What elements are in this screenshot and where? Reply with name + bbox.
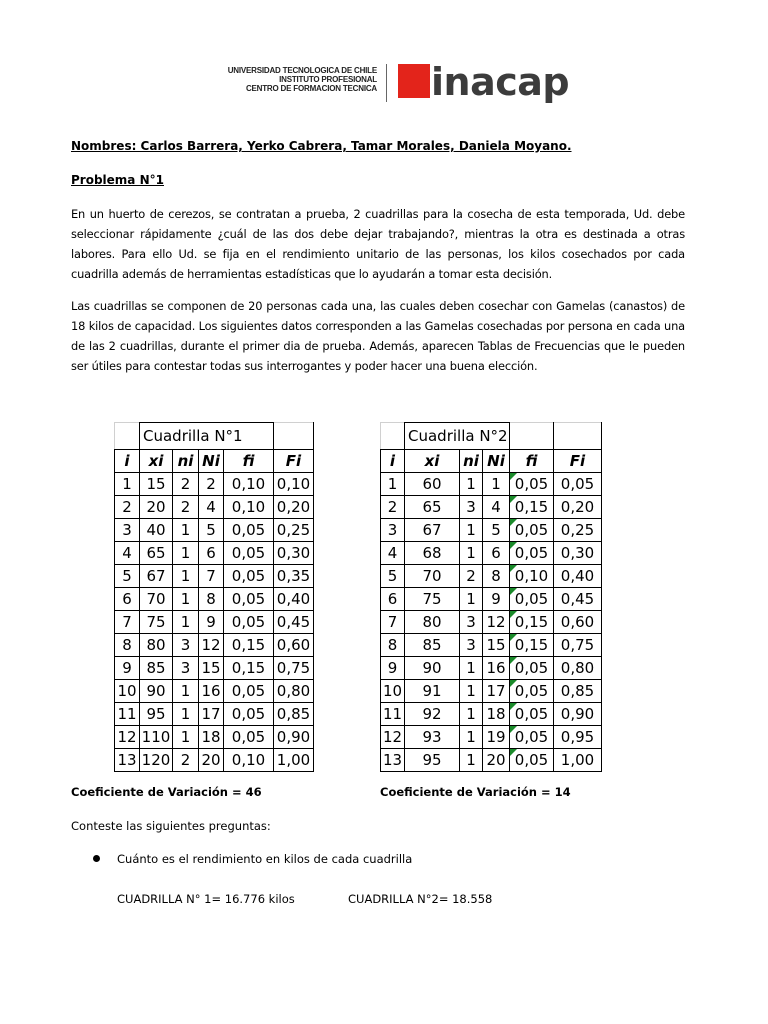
institution-text bbox=[215, 66, 377, 93]
table-cell: 1 bbox=[460, 588, 483, 611]
cv-table-1: Coeficiente de Variación = 46 bbox=[71, 785, 262, 799]
table-cell: 1 bbox=[173, 703, 199, 726]
logo-divider bbox=[386, 64, 387, 102]
table-row bbox=[381, 634, 602, 657]
table-cell: 92 bbox=[405, 703, 460, 726]
col-header: Ni bbox=[483, 450, 510, 473]
table-cell: 0,15 bbox=[510, 496, 554, 519]
table-cell: 1 bbox=[173, 726, 199, 749]
table-cell: 4 bbox=[381, 542, 405, 565]
table-cell: 0,80 bbox=[554, 657, 602, 680]
table-row bbox=[115, 496, 314, 519]
table-cell: 1 bbox=[460, 473, 483, 496]
table-cell: 65 bbox=[140, 542, 173, 565]
table-row bbox=[115, 519, 314, 542]
table-cell: 10 bbox=[381, 680, 405, 703]
institution-line: UNIVERSIDAD TECNOLOGICA DE CHILE bbox=[227, 66, 377, 75]
table-cell: 10 bbox=[115, 680, 140, 703]
bullet-icon bbox=[93, 855, 100, 862]
table-cell: 0,05 bbox=[224, 726, 274, 749]
table-row bbox=[115, 749, 314, 772]
table-cell: 0,95 bbox=[554, 726, 602, 749]
table-cell: 0,10 bbox=[224, 749, 274, 772]
table-cell: 0,05 bbox=[224, 680, 274, 703]
table-cell: 9 bbox=[381, 657, 405, 680]
frequency-table-2 bbox=[380, 422, 602, 772]
table-cell: 2 bbox=[173, 749, 199, 772]
table-cell: 6 bbox=[381, 588, 405, 611]
table-cell: 0,15 bbox=[510, 634, 554, 657]
table-cell: 0,75 bbox=[274, 657, 314, 680]
problem-title: Problema N°1 bbox=[71, 173, 164, 187]
table-cell: 1 bbox=[173, 519, 199, 542]
table-cell: 3 bbox=[460, 634, 483, 657]
table-cell: 3 bbox=[115, 519, 140, 542]
col-header: fi bbox=[510, 450, 554, 473]
table-2-title: Cuadrilla N°2 bbox=[405, 423, 510, 450]
table-cell: 4 bbox=[115, 542, 140, 565]
table-cell: 1 bbox=[460, 703, 483, 726]
cv-table-2: Coeficiente de Variación = 14 bbox=[380, 785, 571, 799]
table-cell: 1 bbox=[173, 680, 199, 703]
table-cell: 0,60 bbox=[554, 611, 602, 634]
table-row bbox=[115, 565, 314, 588]
table-cell: 12 bbox=[381, 726, 405, 749]
institution-line: CENTRO DE FORMACION TECNICA bbox=[245, 84, 377, 93]
table-cell: 2 bbox=[115, 496, 140, 519]
table-cell: 0,05 bbox=[224, 703, 274, 726]
table-cell: 20 bbox=[140, 496, 173, 519]
table-cell: 0,15 bbox=[224, 657, 274, 680]
table-cell: 60 bbox=[405, 473, 460, 496]
table-cell: 1 bbox=[173, 611, 199, 634]
table-row bbox=[115, 588, 314, 611]
table-cell: 0,45 bbox=[554, 588, 602, 611]
table-cell: 80 bbox=[140, 634, 173, 657]
col-header: ni bbox=[460, 450, 483, 473]
table-cell: 0,05 bbox=[510, 473, 554, 496]
table-cell: 40 bbox=[140, 519, 173, 542]
table-row bbox=[381, 496, 602, 519]
table-cell: 80 bbox=[405, 611, 460, 634]
table-cell: 0,05 bbox=[224, 611, 274, 634]
table-row bbox=[381, 611, 602, 634]
table-cell: 0,05 bbox=[224, 588, 274, 611]
table-cell: 0,15 bbox=[224, 634, 274, 657]
col-header: Fi bbox=[554, 450, 602, 473]
table-cell: 0,05 bbox=[554, 473, 602, 496]
table-cell: 1 bbox=[460, 749, 483, 772]
table-cell: 20 bbox=[483, 749, 510, 772]
table-row bbox=[381, 726, 602, 749]
col-header: i bbox=[115, 450, 140, 473]
table-cell: 12 bbox=[483, 611, 510, 634]
table-cell: 7 bbox=[381, 611, 405, 634]
questions-intro: Conteste las siguientes preguntas: bbox=[71, 819, 271, 833]
table-cell: 15 bbox=[483, 634, 510, 657]
author-names: Nombres: Carlos Barrera, Yerko Cabrera, Tamar Morales, Daniela Moyano. bbox=[71, 139, 572, 153]
table-cell: 0,90 bbox=[274, 726, 314, 749]
table-cell: 0,05 bbox=[510, 703, 554, 726]
table-cell: 1 bbox=[460, 519, 483, 542]
table-cell: 0,05 bbox=[224, 565, 274, 588]
table-row bbox=[381, 542, 602, 565]
table-cell: 1 bbox=[173, 588, 199, 611]
table-row bbox=[115, 726, 314, 749]
table-cell: 6 bbox=[115, 588, 140, 611]
table-cell: 1 bbox=[483, 473, 510, 496]
table-cell: 3 bbox=[460, 611, 483, 634]
table-cell: 0,05 bbox=[510, 588, 554, 611]
table-row bbox=[381, 749, 602, 772]
table-row bbox=[115, 542, 314, 565]
table-cell: 3 bbox=[381, 519, 405, 542]
table-cell: 1,00 bbox=[274, 749, 314, 772]
table-cell: 7 bbox=[115, 611, 140, 634]
table-cell: 13 bbox=[381, 749, 405, 772]
table-cell: 12 bbox=[115, 726, 140, 749]
table-cell: 0,05 bbox=[510, 680, 554, 703]
frequency-table-1 bbox=[114, 422, 314, 772]
table-cell: 4 bbox=[199, 496, 224, 519]
col-header: i bbox=[381, 450, 405, 473]
table-cell: 95 bbox=[140, 703, 173, 726]
table-cell: 0,30 bbox=[274, 542, 314, 565]
inacap-logo-icon bbox=[398, 64, 430, 98]
table-cell: 0,80 bbox=[274, 680, 314, 703]
table-row bbox=[115, 473, 314, 496]
table-cell: 5 bbox=[115, 565, 140, 588]
table-cell: 2 bbox=[199, 473, 224, 496]
table-cell: 8 bbox=[199, 588, 224, 611]
answer-cuadrilla-2: CUADRILLA N°2= 18.558 bbox=[348, 892, 493, 906]
table-cell: 0,40 bbox=[274, 588, 314, 611]
table-cell: 0,10 bbox=[274, 473, 314, 496]
table-cell: 3 bbox=[173, 634, 199, 657]
table-cell: 4 bbox=[483, 496, 510, 519]
col-header: Ni bbox=[199, 450, 224, 473]
table-row bbox=[381, 703, 602, 726]
question-1: Cuánto es el rendimiento en kilos de cada cuadrilla bbox=[117, 852, 413, 866]
table-cell: 18 bbox=[199, 726, 224, 749]
table-cell: 3 bbox=[173, 657, 199, 680]
table-cell: 0,35 bbox=[274, 565, 314, 588]
table-cell: 0,90 bbox=[554, 703, 602, 726]
table-cell: 1 bbox=[460, 542, 483, 565]
table-cell: 120 bbox=[140, 749, 173, 772]
table-cell: 75 bbox=[405, 588, 460, 611]
table-row bbox=[381, 657, 602, 680]
table-cell: 13 bbox=[115, 749, 140, 772]
table-cell: 0,30 bbox=[554, 542, 602, 565]
table-cell: 0,05 bbox=[510, 726, 554, 749]
table-cell: 8 bbox=[381, 634, 405, 657]
table-cell: 2 bbox=[173, 496, 199, 519]
col-header: ni bbox=[173, 450, 199, 473]
table-row bbox=[115, 611, 314, 634]
table-cell: 18 bbox=[483, 703, 510, 726]
table-cell: 1 bbox=[460, 680, 483, 703]
table-cell: 0,15 bbox=[510, 611, 554, 634]
table-cell: 91 bbox=[405, 680, 460, 703]
table-cell: 15 bbox=[140, 473, 173, 496]
col-header: xi bbox=[140, 450, 173, 473]
table-cell: 5 bbox=[199, 519, 224, 542]
table-cell: 70 bbox=[140, 588, 173, 611]
table-cell: 2 bbox=[173, 473, 199, 496]
table-cell: 5 bbox=[483, 519, 510, 542]
table-cell: 1 bbox=[115, 473, 140, 496]
table-cell: 17 bbox=[199, 703, 224, 726]
table-cell: 110 bbox=[140, 726, 173, 749]
table-cell: 3 bbox=[460, 496, 483, 519]
table-cell: 0,05 bbox=[224, 542, 274, 565]
table-cell: 1 bbox=[173, 542, 199, 565]
table-cell: 9 bbox=[199, 611, 224, 634]
table-cell: 90 bbox=[405, 657, 460, 680]
col-header: xi bbox=[405, 450, 460, 473]
table-cell: 95 bbox=[405, 749, 460, 772]
table-cell: 1 bbox=[460, 657, 483, 680]
table-cell: 85 bbox=[140, 657, 173, 680]
table-cell: 0,05 bbox=[510, 542, 554, 565]
table-cell: 0,85 bbox=[554, 680, 602, 703]
table-row bbox=[381, 519, 602, 542]
col-header: Fi bbox=[274, 450, 314, 473]
table-cell: 19 bbox=[483, 726, 510, 749]
table-cell: 0,20 bbox=[554, 496, 602, 519]
table-row bbox=[381, 473, 602, 496]
table-cell: 6 bbox=[199, 542, 224, 565]
table-cell: 11 bbox=[381, 703, 405, 726]
table-cell: 6 bbox=[483, 542, 510, 565]
table-cell: 0,25 bbox=[274, 519, 314, 542]
institution-line: INSTITUTO PROFESIONAL bbox=[279, 75, 377, 84]
table-row bbox=[115, 703, 314, 726]
table-cell: 70 bbox=[405, 565, 460, 588]
table-cell: 0,05 bbox=[224, 519, 274, 542]
table-cell: 8 bbox=[115, 634, 140, 657]
table-cell: 11 bbox=[115, 703, 140, 726]
table-cell: 85 bbox=[405, 634, 460, 657]
table-cell: 1,00 bbox=[554, 749, 602, 772]
table-cell: 0,10 bbox=[224, 496, 274, 519]
answer-cuadrilla-1: CUADRILLA N° 1= 16.776 kilos bbox=[117, 892, 295, 906]
table-cell: 20 bbox=[199, 749, 224, 772]
table-cell: 17 bbox=[483, 680, 510, 703]
table-cell: 1 bbox=[460, 726, 483, 749]
table-cell: 0,40 bbox=[554, 565, 602, 588]
table-row bbox=[381, 565, 602, 588]
table-1-title: Cuadrilla N°1 bbox=[140, 423, 274, 450]
table-cell: 90 bbox=[140, 680, 173, 703]
col-header: fi bbox=[224, 450, 274, 473]
table-row bbox=[381, 588, 602, 611]
table-cell: 68 bbox=[405, 542, 460, 565]
table-cell: 0,20 bbox=[274, 496, 314, 519]
table-cell: 67 bbox=[140, 565, 173, 588]
table-cell: 0,85 bbox=[274, 703, 314, 726]
table-cell: 0,05 bbox=[510, 657, 554, 680]
table-row bbox=[115, 634, 314, 657]
table-cell: 16 bbox=[483, 657, 510, 680]
paragraph-intro: En un huerto de cerezos, se contratan a prueba, 2 cuadrillas para la cosecha de esta temporada, Ud. debe seleccionar rápidamente ¿cuál de las dos debe dejar trabajando?, mientras la otra es destinada a otras labores. Para ello Ud. se fija en el rendimiento unitario de las personas, los kilos cosechados por cada cuadrilla además de herramientas estadísticas que lo ayudarán a tomar esta decisión. bbox=[71, 207, 685, 281]
table-cell: 8 bbox=[483, 565, 510, 588]
table-cell: 0,45 bbox=[274, 611, 314, 634]
table-cell: 1 bbox=[173, 565, 199, 588]
table-cell: 16 bbox=[199, 680, 224, 703]
table-cell: 0,05 bbox=[510, 749, 554, 772]
table-cell: 15 bbox=[199, 657, 224, 680]
table-cell: 0,10 bbox=[510, 565, 554, 588]
paragraph-data: Las cuadrillas se componen de 20 personas cada una, las cuales deben cosechar con Gamelas (canastos) de 18 kilos de capacidad. Los siguientes datos corresponden a las Gamelas cosechadas por persona en cada una de las 2 cuadrillas, durante el primer dia de prueba. Además, aparecen Tablas de Frecuencias que le pueden ser útiles para contestar todas sus interrogantes y poder hacer una buena elección. bbox=[71, 299, 685, 373]
table-row bbox=[115, 657, 314, 680]
brand-name: inacap bbox=[431, 60, 570, 104]
table-cell: 2 bbox=[381, 496, 405, 519]
table-cell: 0,25 bbox=[554, 519, 602, 542]
table-cell: 7 bbox=[199, 565, 224, 588]
table-row bbox=[381, 680, 602, 703]
table-cell: 1 bbox=[381, 473, 405, 496]
table-cell: 9 bbox=[115, 657, 140, 680]
table-cell: 0,05 bbox=[510, 519, 554, 542]
table-cell: 0,75 bbox=[554, 634, 602, 657]
table-cell: 0,10 bbox=[224, 473, 274, 496]
table-cell: 9 bbox=[483, 588, 510, 611]
table-cell: 65 bbox=[405, 496, 460, 519]
table-cell: 93 bbox=[405, 726, 460, 749]
table-cell: 75 bbox=[140, 611, 173, 634]
table-cell: 2 bbox=[460, 565, 483, 588]
table-cell: 0,60 bbox=[274, 634, 314, 657]
table-cell: 5 bbox=[381, 565, 405, 588]
table-cell: 67 bbox=[405, 519, 460, 542]
table-row bbox=[115, 680, 314, 703]
table-cell: 12 bbox=[199, 634, 224, 657]
